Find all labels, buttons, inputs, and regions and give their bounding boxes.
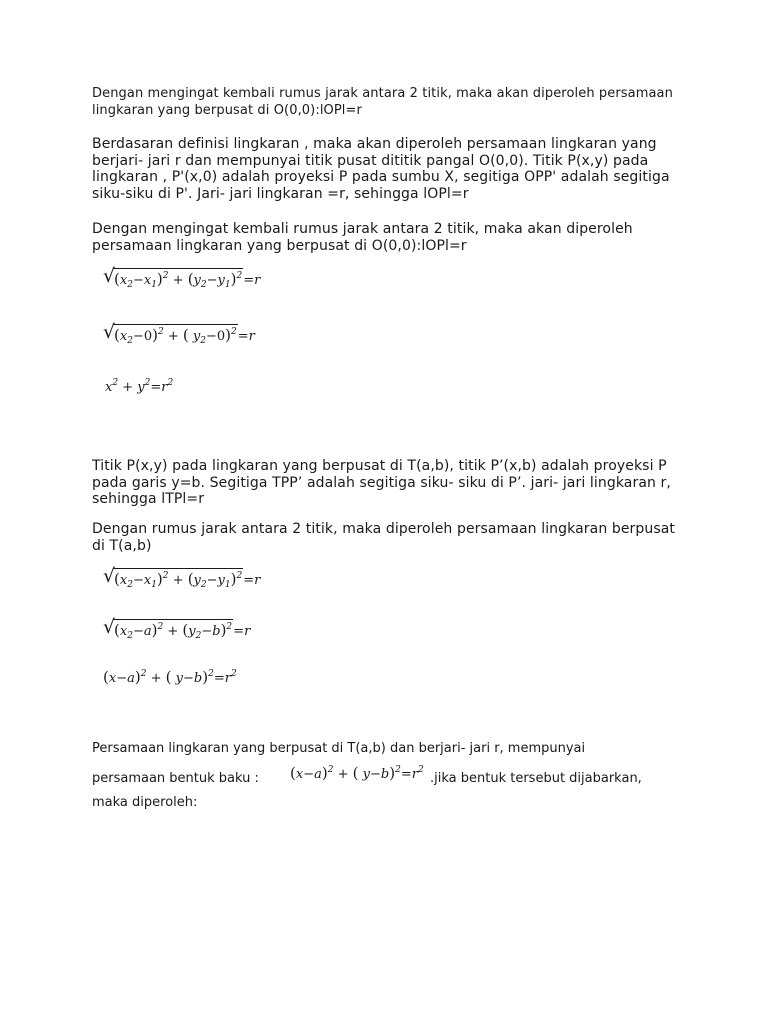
formula-distance-general: √ $(x_2-x_1)^2 + (y_2-y_1)^2=r$: [103, 265, 261, 290]
paragraph-intro: Dengan mengingat kembali rumus jarak antara 2 titik, maka akan diperoleh persamaan lingkaran yang berpusat di O(0,0):lOPl=r: [92, 86, 673, 118]
formula-standard-form-inline: $(x-a)^2$ + ( $y-b)^2=r^2$: [290, 764, 424, 782]
formula-circle-center-t: $(x-a)^2$ + ( $y-b)^2=r^2$: [103, 668, 237, 686]
formula-distance-general-2: √ $(x_2-x_1)^2 + (y_2-y_1)^2=r$: [103, 565, 261, 590]
formula-distance-origin: √ $(x_2-0)^2$ + ( $y_2-0)^2=r$: [103, 321, 255, 346]
paragraph-definition: Berdasaran definisi lingkaran , maka akan diperoleh persamaan lingkaran yang berjari- jari r dan mempunyai titik pusat dititik pangal O(0,0). Titik P(x,y) pada lingkaran , P'(x,0) adalah proyeksi P pada sumbu X, segitiga OPP' adalah segitiga siku-siku di P'. Jari- jari lingkaran =r, sehingga lOPl=r: [92, 136, 670, 202]
formula-circle-origin: $x^2 + y^2=r^2$: [105, 378, 174, 395]
paragraph-center-t: Titik P(x,y) pada lingkaran yang berpusat di T(a,b), titik P’(x,b) adalah proyeksi P pada garis y=b. Segitiga TPP’ adalah segitiga siku- siku di P’. jari- jari lingkaran r, sehingga lTPl=r: [92, 458, 671, 507]
paragraph-standard-form-line1: Persamaan lingkaran yang berpusat di T(a,b) dan berjari- jari r, mempunyai: [92, 741, 586, 756]
paragraph-distance-t: Dengan rumus jarak antara 2 titik, maka diperoleh persamaan lingkaran berpusat di T(a,b): [92, 521, 676, 554]
paragraph-standard-form-line3: maka diperoleh:: [92, 795, 198, 810]
formula-distance-center-t: √ $(x_2-a)^2 + (y_2-b)^2=r$: [103, 616, 251, 641]
paragraph-standard-form-line2-after: .jika bentuk tersebut dijabarkan,: [430, 771, 642, 786]
paragraph-standard-form-line2-before: persamaan bentuk baku :: [92, 771, 259, 786]
paragraph-distance-origin: Dengan mengingat kembali rumus jarak antara 2 titik, maka akan diperoleh persamaan lingkaran yang berpusat di O(0,0):lOPl=r: [92, 221, 633, 254]
